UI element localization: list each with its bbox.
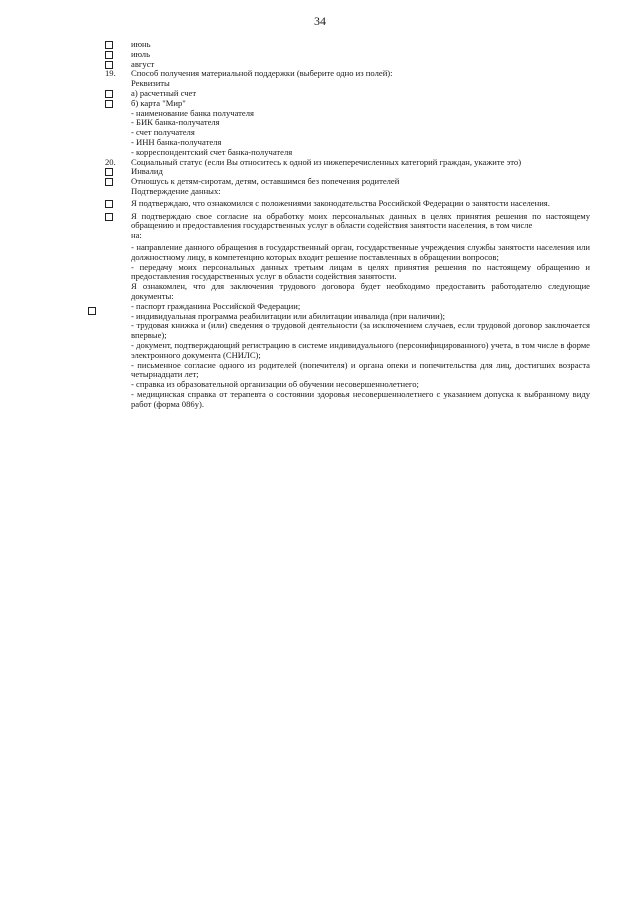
checkbox-confirm-law[interactable] [105,200,113,208]
month-option-july [105,50,590,60]
document-item-text: - медицинская справка от терапевта о состоянии здоровья несовершеннолетнего с указанием допуска к выбранному виду работ (форма 086у). [131,388,590,409]
checkbox-june[interactable] [105,41,113,49]
document-item [105,390,590,410]
item-20-heading [105,158,590,168]
item-19-heading [105,69,590,79]
consent-bullet-text: - направление данного обращения в государственный орган, государственные учреждения службы занятости населения или должностному лицу, в компетенцию которых входит решение поставленных в обращении вопросов; [131,241,590,262]
bank-detail-text: - БИК банка-получателя [131,117,220,128]
month-option-june [105,40,590,50]
bank-detail-text: - счет получателя [131,127,195,138]
confirmation-heading: Подтверждение данных: [131,185,221,196]
bank-detail-text: - корреспондентский счет банка-получателя [131,146,293,157]
item-number: 20. [105,156,116,167]
option-label: б) карта "Мир" [131,97,186,108]
consent-bullet [105,243,590,263]
month-label: август [131,58,155,69]
document-item-text: - письменное согласие одного из родителей (попечителя) и органа опеки и попечительства для лиц, достигших возраста четырнадцати лет; [131,359,590,380]
consent-bullet-text: - передачу моих персональных данных третьим лицам в целях принятия решения по настоящему обращению и предоставления государственных услуг в области содействия занятости. [131,261,590,282]
item-number: 19. [105,68,116,79]
checkbox-consent[interactable] [105,213,113,221]
consent-text: Я подтверждаю свое согласие на обработку моих персональных данных в целях принятия решения по настоящему обращению и предоставления государственных услуг в области содействия занятости населения, в том числе [131,210,590,231]
confirm-law-text: Я подтверждаю, что ознакомился с положениями законодательства Российской Федерации о занятости населения. [131,197,550,208]
checkbox-invalid[interactable] [105,168,113,176]
confirm-law [105,199,590,209]
documents-intro-text: Я ознакомлен, что для заключения трудового договора будет необходимо предоставить работодателю следующие документы: [131,281,590,301]
bank-detail-text: - наименование банка получателя [131,107,254,118]
checkbox-documents-acknowledged[interactable] [88,307,96,315]
option-label: Инвалид [131,166,163,177]
document-item [105,341,590,361]
item-title: Социальный статус (если Вы относитесь к одной из нижеперечисленных категорий граждан, укажите это) [131,156,522,167]
document-item-text: - справка из образовательной организации об обучении несовершеннолетнего; [131,379,419,390]
confirmation-heading-row [105,187,590,197]
checkbox-july[interactable] [105,51,113,59]
documents-intro [105,282,590,302]
month-label: июль [131,48,151,59]
option-label: Отношусь к детям-сиротам, детям, оставшимся без попечения родителей [131,176,400,187]
document-item [105,361,590,381]
requisites-label: Реквизиты [131,78,170,89]
document-item [105,321,590,341]
document-item-text: - документ, подтверждающий регистрацию в системе индивидуального (персонифицированного) учета, в том числе в форме электронного документа (СНИЛС); [131,339,590,360]
consent-personal-data [105,212,590,232]
checkbox-august[interactable] [105,61,113,69]
item-title: Способ получения материальной поддержки (выберите одно из полей): [131,68,393,79]
consent-on-row [105,231,590,241]
checkbox-card[interactable] [105,100,113,108]
document-item-text: - трудовая книжка и (или) сведения о трудовой деятельности (за исключением случаев, если трудовой договор заключается впервые); [131,320,590,341]
checkbox-account[interactable] [105,90,113,98]
checkbox-orphan[interactable] [105,178,113,186]
page-number: 34 [314,14,326,28]
document-item-text: - паспорт гражданина Российской Федерации; [131,300,301,311]
form-body [105,40,590,409]
consent-bullet [105,263,590,283]
bank-detail-text: - ИНН банка-получателя [131,136,222,147]
month-label: июнь [131,39,151,49]
option-label: а) расчетный счет [131,87,197,98]
document-item-text: - индивидуальная программа реабилитации или абилитации инвалида (при наличии); [131,310,445,321]
consent-on: на: [131,230,142,241]
